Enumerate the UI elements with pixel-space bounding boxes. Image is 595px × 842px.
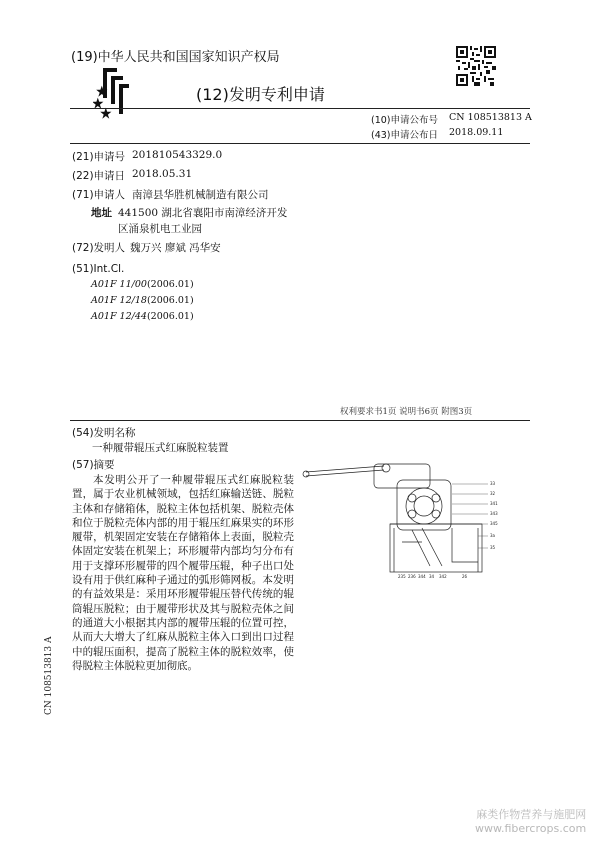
invention-title-label: (54)发明名称 [72, 427, 136, 439]
biblio-rule [70, 143, 530, 144]
ipc-label: (51)Int.Cl. [72, 263, 125, 275]
application-date-label: (22)申请日 [72, 170, 126, 182]
watermark-line-1: 麻类作物营养与施肥网 [476, 808, 587, 821]
figure-label: 32 [490, 491, 496, 496]
abstract-rule [70, 420, 530, 421]
address-label: 地址 [91, 207, 112, 219]
figure-label: 236 [408, 574, 416, 579]
figure-label: 33 [490, 481, 496, 486]
abstract-label: (57)摘要 [72, 459, 115, 471]
ipc-code: A01F 12/44 [91, 311, 147, 322]
pages-info: 权利要求书1页 说明书6页 附图3页 [340, 407, 473, 417]
application-number-label: (21)申请号 [72, 151, 126, 163]
publication-date-value: 2018.09.11 [449, 127, 504, 138]
figure-label: 26 [462, 574, 468, 579]
cnipa-logo-icon [93, 64, 141, 124]
patent-office-name: (19)中华人民共和国国家知识产权局 [71, 50, 280, 65]
qr-code-icon [456, 46, 496, 86]
watermark-line-2: www.fibercrops.com [475, 822, 587, 835]
applicant-label: (71)申请人 [72, 189, 126, 201]
application-number-value: 201810543329.0 [132, 149, 223, 161]
applicant-value: 南漳县华胜机械制造有限公司 [132, 189, 269, 201]
inventors-label: (72)发明人 [72, 242, 126, 254]
figure-label: 3a [490, 533, 495, 538]
ipc-entry [91, 279, 194, 290]
watermark [475, 808, 586, 836]
figure-label: 235 [398, 574, 406, 579]
figure-label: 35 [490, 545, 496, 550]
publication-date-label: (43)申请公布日 [371, 130, 439, 141]
figure-label: 341 [490, 501, 498, 506]
ipc-entry [91, 295, 194, 306]
ipc-entry [91, 311, 194, 322]
address-line-1: 441500 湖北省襄阳市南漳经济开发 [118, 207, 288, 219]
figure-label: 343 [490, 511, 498, 516]
publication-number-value: CN 108513813 A [449, 112, 532, 123]
abstract-text: 本发明公开了一种履带辊压式红麻脱粒装置，属于农业机械领域，包括红麻输送链、脱粒主体和存储箱体，脱粒主体包括机架、脱粒壳体和位于脱粒壳体内部的用于辊压红麻果实的环形履带，机架固定安装在存储箱体上表面，脱粒壳体固定安装在机架上；环形履带内部均匀分布有用于支撑环形履带的四个履带压辊，种子出口处设有用于供红麻种子通过的弧形筛网板。本发明的有益效果是：采用环形履带辊压替代传统的辊筒辊压脱粒；由于履带形状及其与脱粒壳体之间的通道大小根据其内部的履带压辊的位置可控，从而大大增大了红麻从脱粒主体入口到出口过程中的辊压面积，提高了脱粒主体的脱粒效率，使得脱粒主体脱粒更加彻底。 [72, 474, 294, 672]
ipc-version: (2006.01) [146, 279, 194, 290]
inventors-value: 魏万兴 廖斌 冯华安 [130, 242, 221, 254]
ipc-version: (2006.01) [146, 295, 194, 306]
ipc-version: (2006.01) [146, 311, 194, 322]
figure-label: 342 [439, 574, 447, 579]
ipc-code: A01F 12/18 [91, 295, 147, 306]
drawing-figure [302, 462, 532, 582]
figure-label: 345 [490, 521, 498, 526]
application-date-value: 2018.05.31 [132, 168, 193, 180]
header-rule [70, 108, 530, 109]
ipc-code: A01F 11/00 [91, 279, 147, 290]
figure-label: 344 [418, 574, 426, 579]
address-line-2: 区涌泉机电工业园 [118, 223, 202, 235]
invention-title: 一种履带辊压式红麻脱粒装置 [92, 442, 229, 454]
figure-label: 34 [429, 574, 435, 579]
publication-number-label: (10)申请公布号 [371, 115, 439, 126]
document-type-title: (12)发明专利申请 [196, 85, 325, 104]
side-publication-number: CN 108513813 A [44, 636, 54, 715]
